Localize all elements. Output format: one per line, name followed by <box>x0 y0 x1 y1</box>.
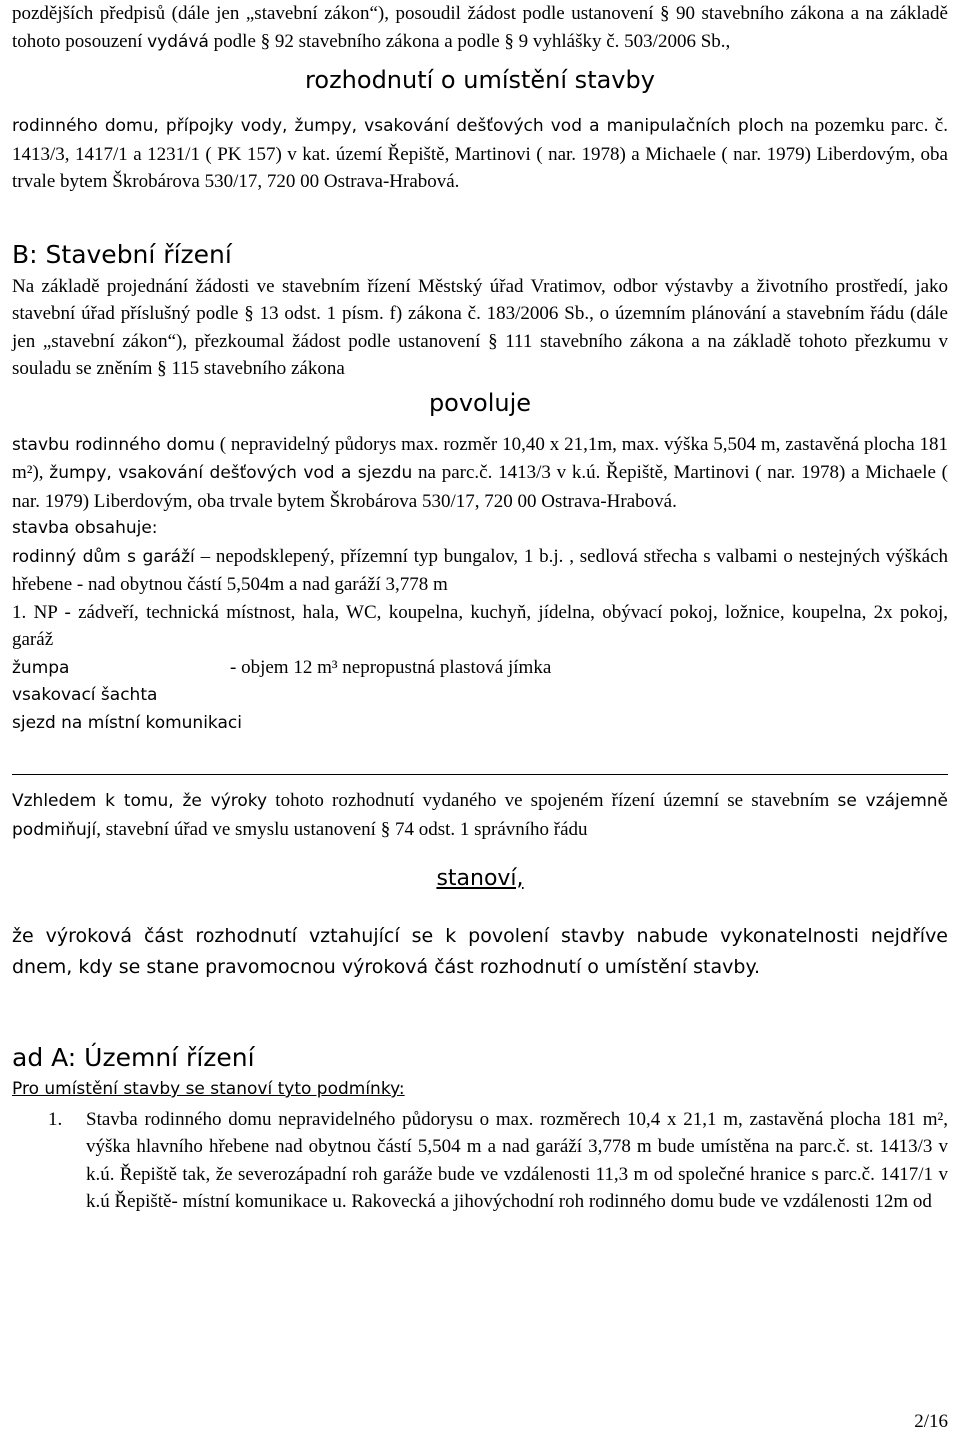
vzhledem-text: tohoto rozhodnutí vydaného ve spojeném řízení územní se stavebním <box>275 790 830 811</box>
rodinny-dum-bold: rodinný dům s garáží <box>12 546 195 567</box>
intro-text-2: podle § 92 stavebního zákona a podle § 9 vyhlášky č. 503/2006 Sb., <box>213 30 731 52</box>
umisteni-subject-rest: na pozemku parc. č. 1413/3, 1417/1 a 1231/1 ( PK 157) v kat. území Řepiště, Martinovi ( nar. 1978) a Michaele ( nar. 1979) Liberdovým, oba trvale bytem Škrobárova 530/17, 720 00 Ostrava-Hrabová. <box>12 115 948 192</box>
zumpa-label: žumpa <box>12 657 70 678</box>
stavba-obsahuje: stavba obsahuje: <box>12 518 158 538</box>
umisteni-subject-bold: rodinného domu, přípojky vody, žumpy, vsakování dešťových vod a manipulačních ploch <box>12 116 784 136</box>
np-paragraph: 1. NP - zádveří, technická místnost, hala, WC, koupelna, kuchyň, jídelna, obývací pokoj, ložnice, koupelna, 2x pokoj, garáž <box>12 601 948 650</box>
section-a-heading: ad A: Územní řízení <box>12 1043 255 1072</box>
stavba-rest: ( nepravidelný půdorys max. rozměr 10,40 x 21,1m, max. výška 5,504 m, zastavěná plocha 181 m²), <box>12 433 948 483</box>
page-number: 2/16 <box>914 1411 948 1432</box>
rodinny-dum-rest: – nepodsklepený, přízemní typ bungalov, 1 b.j. , sedlová střecha s valbami o nestejných výškách hřebene - nad obytnou částí 5,504m a nad garáží 3,778 m <box>12 545 949 595</box>
intro-text: pozdějších předpisů (dále jen „stavební zákon“), posoudil žádost podle ustanovení § 90 stavebního zákona a na základě tohoto posouzení <box>12 3 948 52</box>
document-page <box>12 0 948 1216</box>
list-item <box>12 1106 948 1216</box>
section-a-subheading: Pro umístění stavby se stanoví tyto podmínky: <box>12 1079 405 1099</box>
section-b-heading: B: Stavební řízení <box>12 239 232 269</box>
stavba-paragraph <box>12 431 948 516</box>
stavba-bold-2: žumpy, vsakování dešťových vod a sjezdu <box>49 463 413 483</box>
vzhledem-text-2: , stavební úřad ve smyslu ustanovení § 74 odst. 1 správního řádu <box>96 818 588 840</box>
umisteni-title: rozhodnutí o umístění stavby <box>305 66 655 94</box>
umisteni-subject <box>12 112 948 196</box>
section-divider <box>12 774 948 775</box>
sjezd-line: sjezd na místní komunikaci <box>12 712 242 733</box>
list-item-text: Stavba rodinného domu nepravidelného půdorysu o max. rozměrech 10,4 x 21,1 m, zastavěná plocha 181 m², výška hlavního hřebene nad obytnou částí 5,504 m a nad garáží 3,778 m bude umístěna na parc.č. st. 1413/3 v k.ú. Řepiště tak, že severozápadní roh garáže bude ve vzdálenosti 11,3 m od společné hranice s parc.č. 1417/1 v k.ú Řepiště- místní komunikace u. Rakovecká a jihovýchodní roh rodinného domu bude ve vzdálenosti 12m od <box>86 1108 948 1212</box>
conditions-list <box>12 1106 948 1216</box>
vzhledem-bold: Vzhledem k tomu, že výroky <box>12 791 268 811</box>
intro-paragraph <box>12 0 948 56</box>
vydava-word: vydává <box>147 31 209 52</box>
zumpa-text: - objem 12 m³ nepropustná plastová jímka <box>230 656 552 678</box>
zumpa-line <box>12 654 948 683</box>
stavba-bold: stavbu rodinného domu <box>12 434 215 455</box>
vzhledem-paragraph <box>12 787 948 844</box>
section-b-paragraph: Na základě projednání žádosti ve stavebním řízení Městský úřad Vratimov, odbor výstavby a životního prostředí, jako stavební úřad příslušný podle § 13 odst. 1 písm. f) zákona č. 183/2006 Sb., o územním plánování a stavebním řádu (dále jen „stavební zákon“), přezkoumal žádost podle ustanovení § 111 stavebního zákona a na základě tohoto přezkumu v souladu se zněním § 115 stavebního zákona <box>12 275 948 379</box>
rodinny-dum-paragraph <box>12 543 948 599</box>
list-item-number: 1. <box>48 1108 63 1130</box>
vzhledem-bold-2: se vzájemně podmiňují <box>12 791 949 840</box>
vsakovaci-sachta: vsakovací šachta <box>12 685 158 705</box>
stanovi-heading: stanoví, <box>436 866 524 891</box>
povoluje-heading: povoluje <box>428 388 532 417</box>
stanovi-paragraph: že výroková část rozhodnutí vztahující se k povolení stavby nabude vykonatelnosti nejdříve dnem, kdy se stane pravomocnou výroková část rozhodnutí o umístění stavby. <box>12 925 948 978</box>
stavba-rest-2: na parc.č. 1413/3 v k.ú. Řepiště, Martinovi ( nar. 1978) a Michaele ( nar. 1979) Liberdovým, oba trvale bytem Škrobárova 530/17, 720 00 Ostrava-Hrabová. <box>12 462 948 512</box>
